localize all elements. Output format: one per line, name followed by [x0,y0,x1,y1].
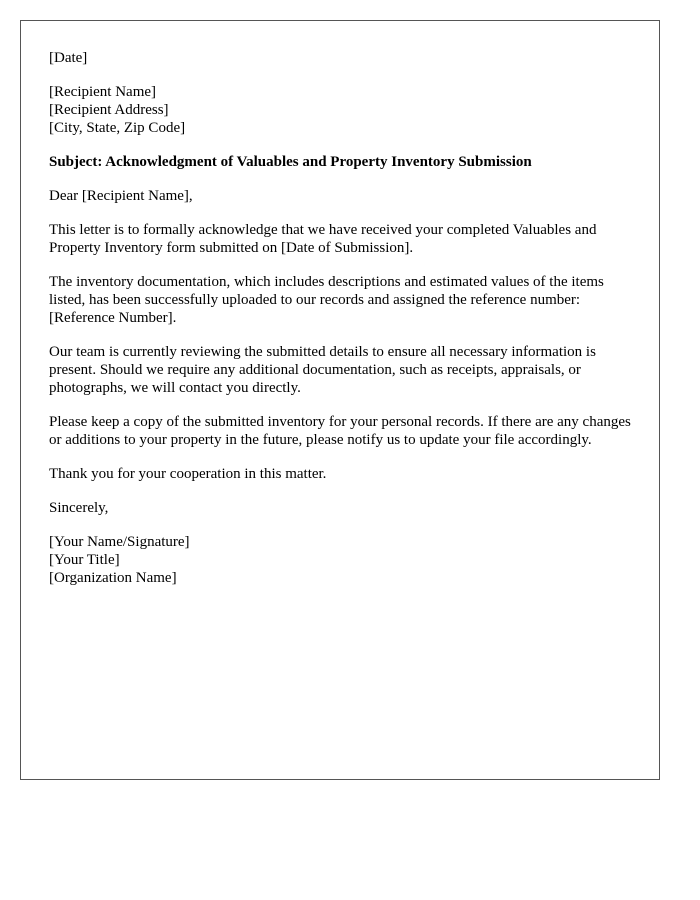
letter-salutation: Dear [Recipient Name], [49,188,193,204]
signature-block [49,533,639,587]
body-paragraph-2: The inventory documentation, which includes descriptions and estimated values of the items listed, has been successfully uploaded to our records and assigned the reference number: [Reference Number]. [49,274,604,326]
letter-closing: Sincerely, [49,500,109,516]
recipient-block [49,83,639,137]
recipient-address: [Recipient Address] [49,102,169,118]
letter-content [49,49,639,603]
body-paragraph-3: Our team is currently reviewing the submitted details to ensure all necessary information is present. Should we require any additional documentation, such as receipts, appraisals, or photographs, we will contact you directly. [49,344,596,396]
letter-page [20,20,660,780]
letter-subject: Subject: Acknowledgment of Valuables and Property Inventory Submission [49,154,532,170]
body-paragraph-4: Please keep a copy of the submitted inventory for your personal records. If there are any changes or additions to your property in the future, please notify us to update your file accordingly. [49,414,631,448]
body-paragraph-1: This letter is to formally acknowledge that we have received your completed Valuables and Property Inventory form submitted on [Date of Submission]. [49,222,597,256]
letter-date: [Date] [49,50,88,66]
recipient-name: [Recipient Name] [49,84,157,100]
signature-name: [Your Name/Signature] [49,534,190,550]
body-paragraph-5: Thank you for your cooperation in this matter. [49,466,327,482]
signature-title: [Your Title] [49,552,120,568]
recipient-city-state-zip: [City, State, Zip Code] [49,120,186,136]
signature-organization: [Organization Name] [49,570,177,586]
